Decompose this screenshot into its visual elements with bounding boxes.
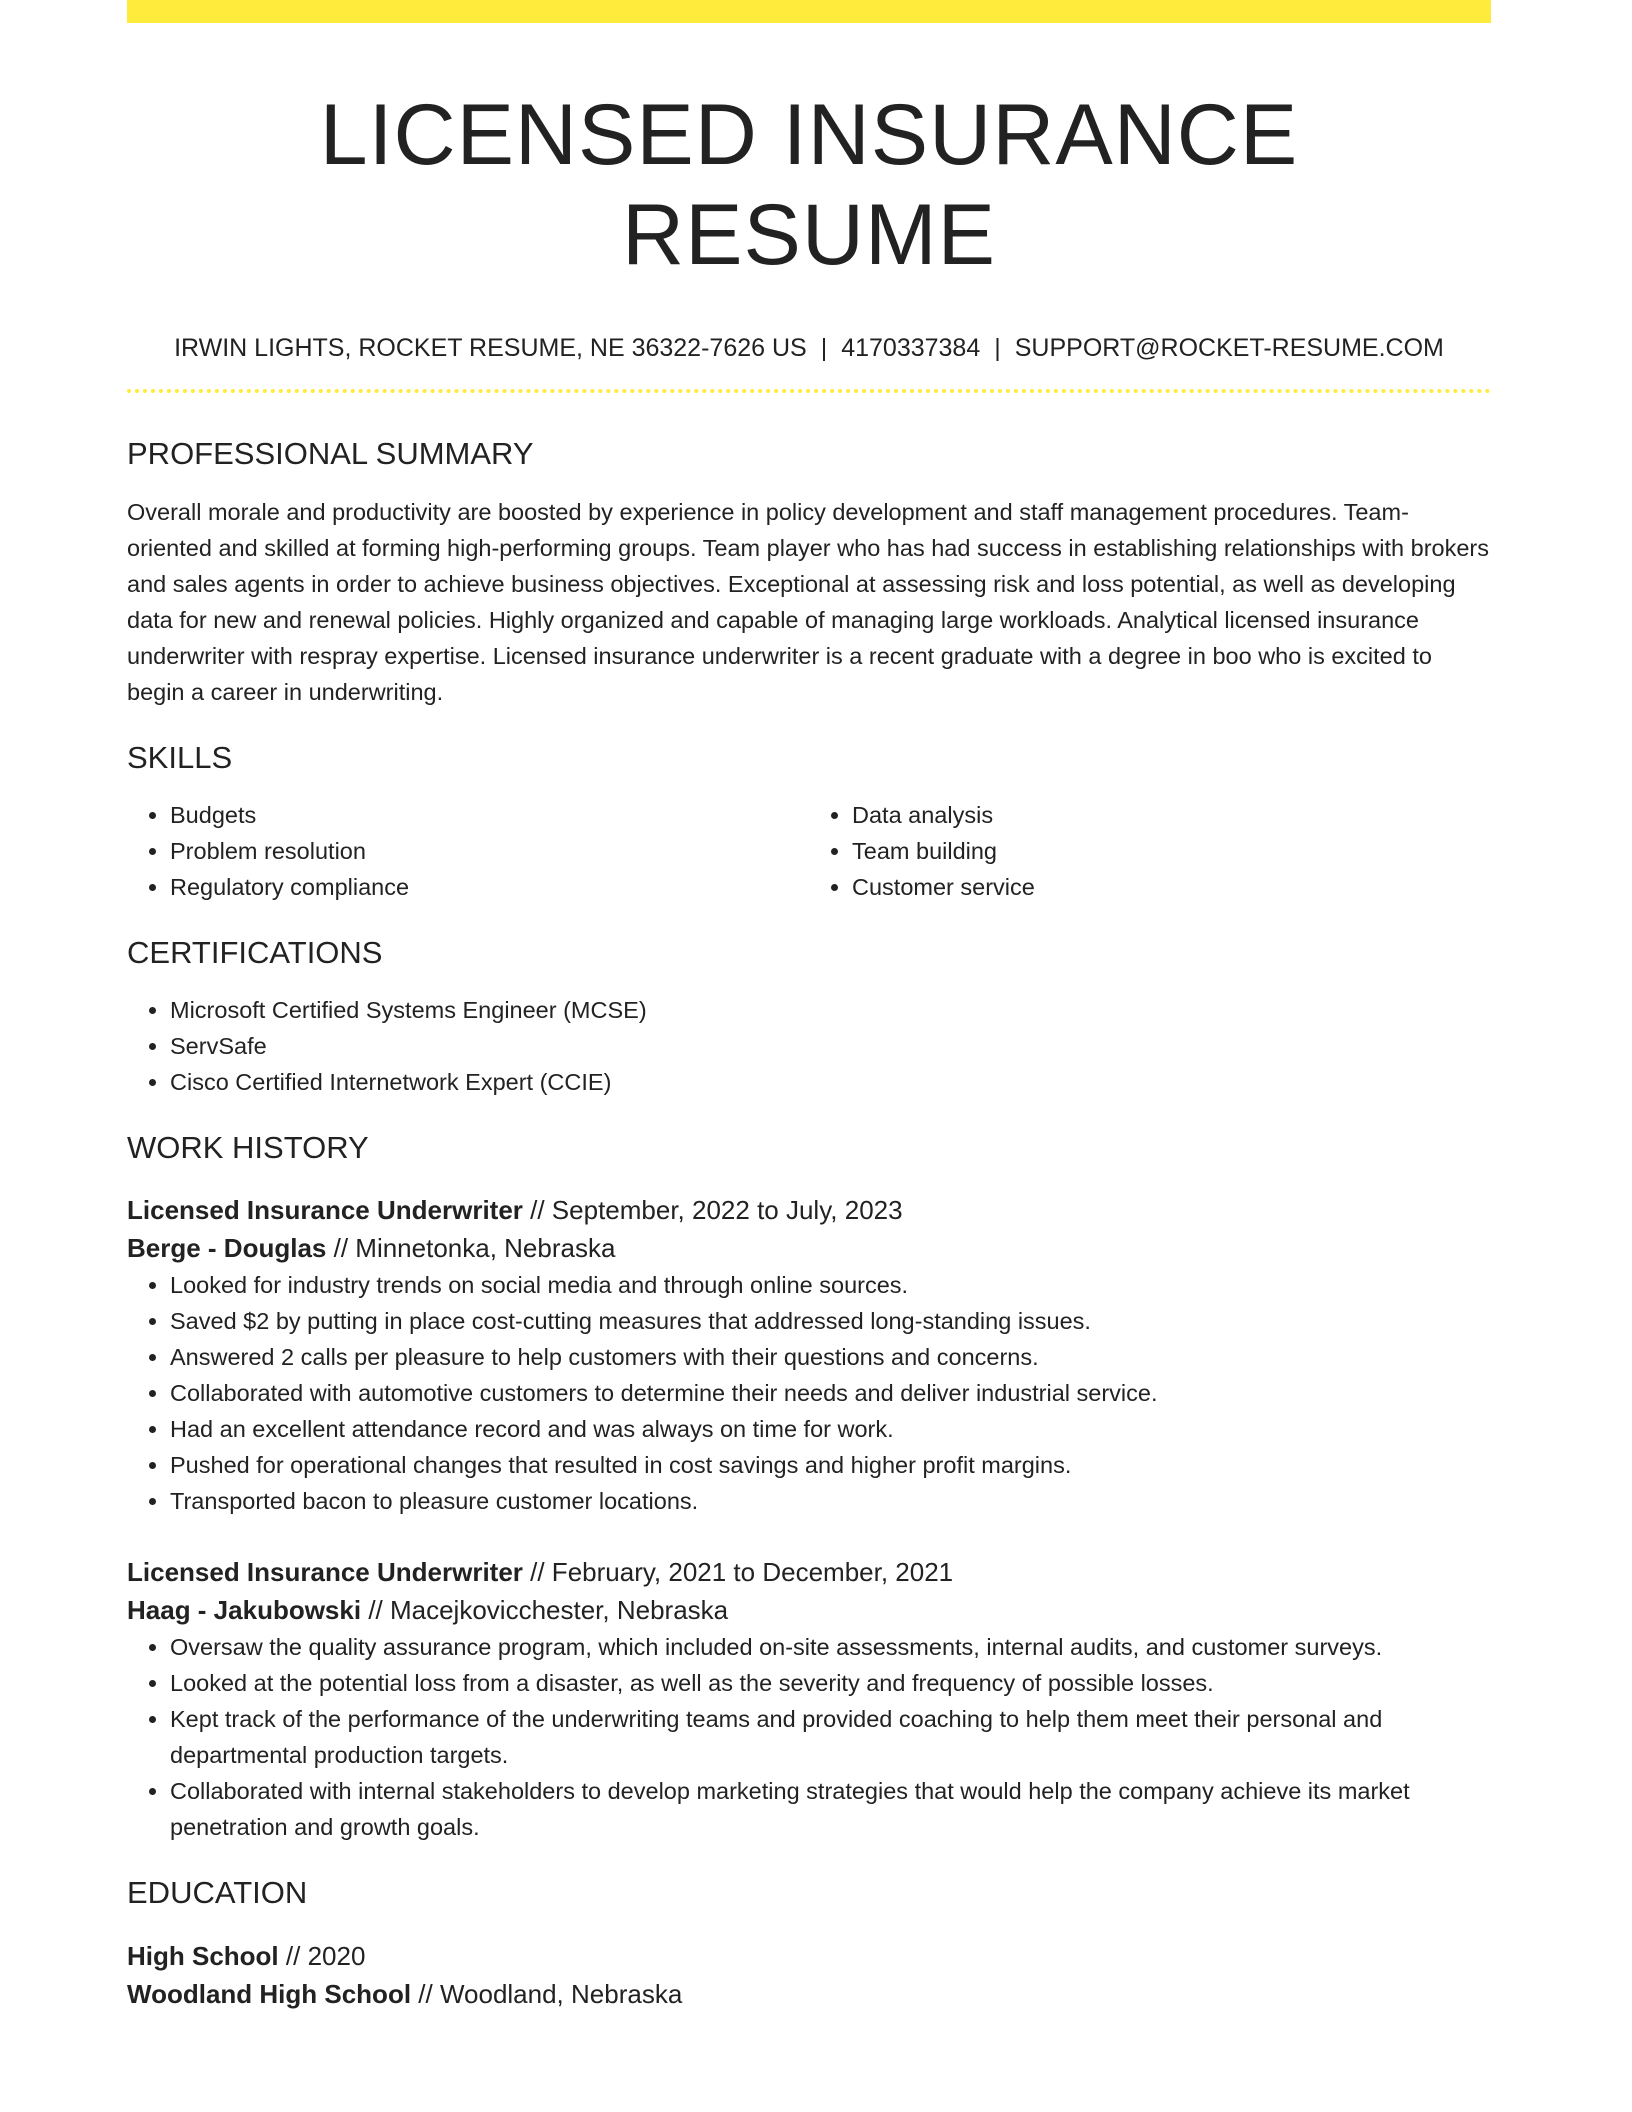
skill-item: • Regulatory compliance bbox=[170, 869, 809, 905]
job-location: // Macejkovicchester, Nebraska bbox=[368, 1595, 729, 1625]
contact-separator: | bbox=[994, 334, 1001, 362]
job-title: Licensed Insurance Underwriter bbox=[127, 1195, 523, 1225]
certification-item: • Microsoft Certified Systems Engineer (MCSE) bbox=[170, 992, 1491, 1028]
skills-list-right bbox=[809, 797, 1491, 905]
resume-title: LICENSED INSURANCE RESUME bbox=[319, 87, 1299, 283]
skill-item: • Budgets bbox=[170, 797, 809, 833]
education-degree: High School bbox=[127, 1941, 279, 1971]
contact-email: SUPPORT@ROCKET-RESUME.COM bbox=[1014, 334, 1444, 362]
education-heading: EDUCATION bbox=[127, 1875, 308, 1910]
certification-item: • ServSafe bbox=[170, 1028, 1491, 1064]
job-bullet: • Kept track of the performance of the underwriting teams and provided coaching to help them meet their personal and departmental production targets. bbox=[170, 1701, 1491, 1773]
education-year: // 2020 bbox=[285, 1941, 366, 1971]
job-company-line bbox=[127, 1229, 1491, 1267]
skills-grid bbox=[127, 797, 1491, 905]
job-bullet: • Answered 2 calls per pleasure to help customers with their questions and concerns. bbox=[170, 1339, 1491, 1375]
job-bullet: • Transported bacon to pleasure customer locations. bbox=[170, 1483, 1491, 1519]
job-company: Haag - Jakubowski bbox=[127, 1595, 362, 1625]
job-title-line bbox=[127, 1553, 1491, 1591]
job-dates: // February, 2021 to December, 2021 bbox=[530, 1557, 954, 1587]
job-bullet: • Pushed for operational changes that resulted in cost savings and higher profit margins. bbox=[170, 1447, 1491, 1483]
certification-item: • Cisco Certified Internetwork Expert (CCIE) bbox=[170, 1064, 1491, 1100]
skills-heading: SKILLS bbox=[127, 740, 233, 775]
top-accent-bar bbox=[127, 0, 1491, 23]
job-bullet: • Looked for industry trends on social media and through online sources. bbox=[170, 1267, 1491, 1303]
job-bullets bbox=[127, 1629, 1491, 1845]
job-bullet: • Collaborated with automotive customers to determine their needs and deliver industrial service. bbox=[170, 1375, 1491, 1411]
job-location: // Minnetonka, Nebraska bbox=[333, 1233, 616, 1263]
job-company: Berge - Douglas bbox=[127, 1233, 327, 1263]
contact-separator: | bbox=[820, 334, 828, 362]
education-degree-line bbox=[127, 1937, 1491, 1975]
skill-item: • Problem resolution bbox=[170, 833, 809, 869]
skill-item: • Data analysis bbox=[852, 797, 1491, 833]
job-bullet: • Saved $2 by putting in place cost-cutting measures that addressed long-standing issues. bbox=[170, 1303, 1491, 1339]
education-school: Woodland High School bbox=[127, 1979, 412, 2009]
job-bullet: • Had an excellent attendance record and was always on time for work. bbox=[170, 1411, 1491, 1447]
job-bullet: • Oversaw the quality assurance program, which included on-site assessments, internal audits, and customer surveys. bbox=[170, 1629, 1491, 1665]
certifications-heading: CERTIFICATIONS bbox=[127, 935, 383, 970]
education-location: // Woodland, Nebraska bbox=[418, 1979, 683, 2009]
job-bullet: • Looked at the potential loss from a disaster, as well as the severity and frequency of possible losses. bbox=[170, 1665, 1491, 1701]
work-history-heading: WORK HISTORY bbox=[127, 1130, 369, 1165]
skills-list-left bbox=[127, 797, 809, 905]
skill-item: • Customer service bbox=[852, 869, 1491, 905]
job-dates: // September, 2022 to July, 2023 bbox=[530, 1195, 903, 1225]
education-school-line bbox=[127, 1975, 1491, 2013]
certifications-list bbox=[127, 992, 1491, 1100]
resume-page bbox=[127, 0, 1491, 2013]
job-title: Licensed Insurance Underwriter bbox=[127, 1557, 523, 1587]
contact-line bbox=[127, 333, 1491, 363]
contact-phone: 4170337384 bbox=[841, 334, 981, 362]
job-bullet: • Collaborated with internal stakeholders to develop marketing strategies that would help the company achieve its market penetration and growth goals. bbox=[170, 1773, 1491, 1845]
skill-item: • Team building bbox=[852, 833, 1491, 869]
dotted-divider bbox=[127, 389, 1491, 393]
contact-address: IRWIN LIGHTS, ROCKET RESUME, NE 36322-7626 US bbox=[174, 334, 807, 362]
job-company-line bbox=[127, 1591, 1491, 1629]
job-bullets bbox=[127, 1267, 1491, 1519]
summary-text: Overall morale and productivity are boosted by experience in policy development and staff management procedures. Team-oriented and skilled at forming high-performing groups. Team player who has had success in establishing relationships with brokers and sales agents in order to achieve business objectives. Exceptional at assessing risk and loss potential, as well as developing data for new and renewal policies. Highly organized and capable of managing large workloads. Analytical licensed insurance underwriter with respray expertise. Licensed insurance underwriter is a recent graduate with a degree in boo who is excited to begin a career in underwriting. bbox=[127, 499, 1489, 705]
job-title-line bbox=[127, 1191, 1491, 1229]
summary-heading: PROFESSIONAL SUMMARY bbox=[127, 436, 534, 471]
